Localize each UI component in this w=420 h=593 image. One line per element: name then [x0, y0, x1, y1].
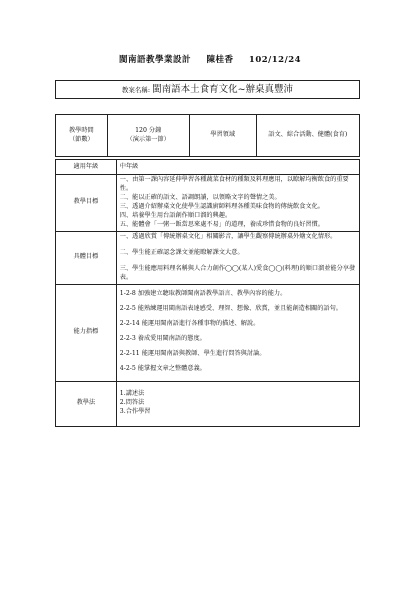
- goals-cell: [116, 175, 359, 232]
- time-label-cell: [56, 115, 108, 157]
- lesson-plan-table: [55, 159, 360, 427]
- lesson-meta-table: [55, 114, 360, 157]
- ability-item: 2-2-14 能運用閩南語進行各種事物的描述、解說。: [119, 319, 260, 327]
- goal-item: 二、能以正確的語文、語調朗讀，以領略文字的聲情之美。: [119, 193, 281, 201]
- document-date: 102/12/24: [248, 55, 302, 65]
- grade-value: 中年級: [116, 160, 359, 175]
- method-label: 教學法: [56, 381, 117, 426]
- lesson-title-table: [55, 80, 360, 99]
- concrete-goal-item: 二、學生能正確認念課文並能瞭解課文大意。: [119, 248, 244, 256]
- ability-item: 4-2-5 能掌握文章之整體意義。: [119, 364, 206, 372]
- document-title: 閩南語教學業設計: [118, 55, 191, 65]
- author-name: 陳桂香: [206, 55, 234, 65]
- ability-item: 2-2-5 能熟練運用閩南語表達感受、理智、想像、欣賞，並且能創造相關的語句。: [119, 304, 342, 312]
- lesson-name: 閩南語本土食育文化~辦桌真豐沛: [152, 83, 294, 95]
- goal-item: 四、培養學生用台語創作順口溜的興趣。: [119, 211, 232, 219]
- goal-item: 三、透過介紹辦桌文化使學生認識廚師料理各種美味食物的傳統飲食文化。: [119, 202, 324, 210]
- time-value: 120 分鐘: [135, 126, 162, 134]
- goals-label: 教學目標: [56, 175, 117, 232]
- time-value-sub: （演示第一節）: [126, 135, 170, 143]
- grade-label: 適用年級: [56, 160, 117, 175]
- time-sub-label: （節數）: [68, 135, 94, 143]
- ability-item: 2-2-3 養成愛用閩南語的態度。: [119, 334, 206, 342]
- domain-value: 語文、綜合活動、健體(食育): [256, 115, 359, 157]
- lesson-name-label: 教案名稱:: [121, 85, 151, 94]
- ability-item: 2-2-11 能運用閩南語與教師、學生進行問答與討論。: [119, 349, 266, 357]
- ability-cell: [116, 284, 359, 381]
- time-label: 教學時間: [68, 126, 94, 134]
- concrete-goals-cell: [116, 231, 359, 284]
- goal-item: 一、由第一課內容延伸學習各種蔬菜食材的種類及料理應用，以瞭解均衡飲食的重要性。: [119, 176, 349, 192]
- ability-item: 1-2-8 加強建立聽取教師閩南語教學語言、教學內容的能力。: [119, 289, 287, 297]
- goal-item: 五、能體會「一粥一飯當思來處不易」的道理，養成珍惜食物的良好習慣。: [119, 220, 324, 228]
- concrete-goals-label: 具體目標: [56, 231, 117, 284]
- time-value-cell: [107, 115, 189, 157]
- method-cell: [116, 381, 359, 426]
- method-item: 3.合作學習: [119, 408, 151, 416]
- method-item: 1.講述法: [119, 390, 145, 398]
- document-header: [0, 53, 420, 65]
- concrete-goal-item: 三、學生能應用料理名稱與人合力創作◯◯(某人)愛食◯◯(料理)的順口溜並能分享發表。: [119, 264, 356, 281]
- lesson-title-cell: [56, 81, 360, 99]
- concrete-goal-item: 一、透過欣賞「傳統辦桌文化」相關影音，讓學生觀察傳統辦桌外燴文化情形。: [119, 232, 337, 240]
- ability-label: 能力指標: [56, 284, 117, 381]
- domain-label: 學習領域: [189, 115, 256, 157]
- method-item: 2.問答法: [119, 399, 145, 407]
